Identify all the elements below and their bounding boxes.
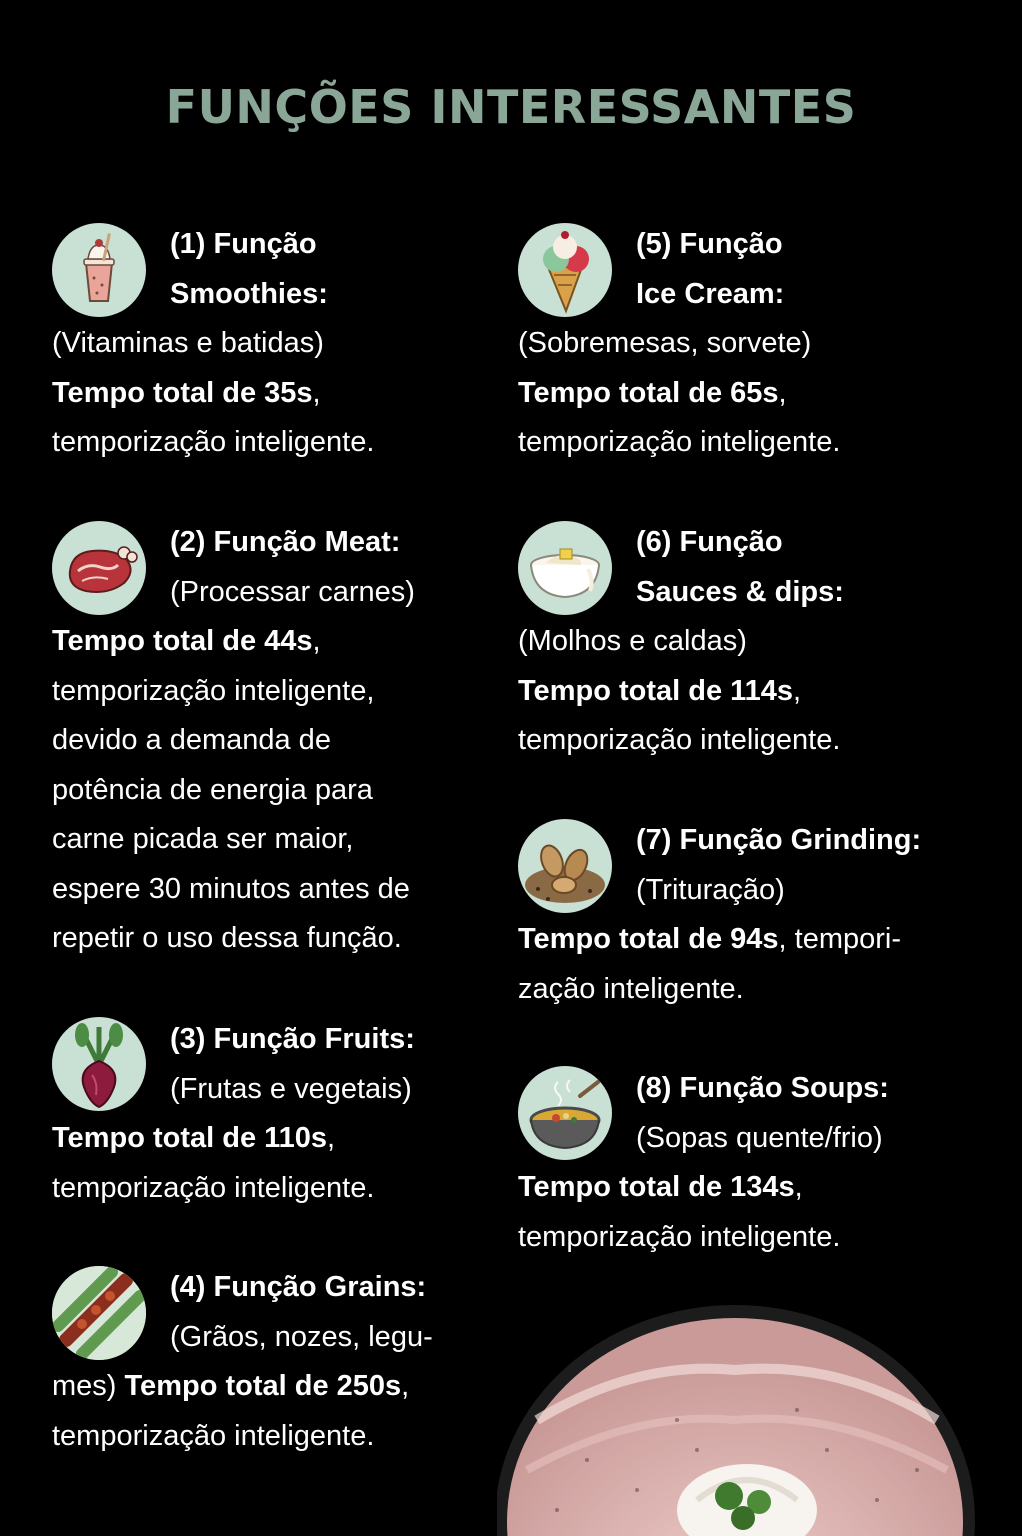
item-line — [52, 716, 415, 766]
item-line — [52, 568, 415, 618]
item-text: temporização inteligente. — [52, 426, 375, 458]
item-line — [52, 1412, 433, 1462]
smoothie-glass-image — [497, 1300, 1022, 1536]
item-line — [52, 270, 374, 320]
item-text: , — [793, 674, 802, 707]
item-text: , — [778, 376, 787, 409]
item-bold-text: (4) Função Grains: — [170, 1271, 427, 1303]
item-line — [518, 418, 840, 468]
item-line — [518, 716, 844, 766]
item-text: temporização inteligente, — [52, 674, 375, 707]
item-line — [52, 1065, 415, 1115]
item-bold-text: (1) Função — [170, 228, 317, 260]
item-line — [52, 667, 415, 717]
item-line — [52, 1114, 415, 1164]
item-text: , — [794, 1171, 803, 1203]
item-bold-text: Smoothies: — [170, 277, 328, 310]
item-line — [52, 914, 415, 964]
function-item-6 — [518, 518, 844, 766]
item-line — [518, 667, 844, 717]
item-line — [52, 815, 415, 865]
function-item-3 — [52, 1015, 415, 1213]
function-item-2 — [52, 518, 415, 964]
item-text: potência de energia para — [52, 773, 373, 806]
item-text: (Sopas quente/frio) — [636, 1121, 883, 1154]
item-line — [518, 1163, 889, 1213]
item-text: espere 30 minutos antes de — [52, 872, 410, 905]
item-text: devido a demanda de — [52, 724, 331, 756]
item-bold-text: Tempo total de 94s — [518, 923, 779, 955]
item-line — [52, 617, 415, 667]
item-line — [518, 568, 844, 618]
item-line — [518, 1064, 889, 1114]
item-bold-text: (2) Função Meat: — [170, 526, 401, 558]
item-bold-text: Tempo total de 65s — [518, 376, 779, 409]
item-line — [52, 1164, 415, 1214]
item-text: , — [312, 376, 321, 409]
item-line — [52, 766, 415, 816]
item-bold-text: (5) Função — [636, 228, 783, 260]
item-bold-text: (3) Função Fruits: — [170, 1023, 415, 1055]
item-text: carne picada ser maior, — [52, 823, 354, 855]
item-text: , — [327, 1122, 336, 1154]
item-text: repetir o uso dessa função. — [52, 922, 402, 954]
item-text: (Frutas e vegetais) — [170, 1072, 412, 1105]
item-line — [52, 865, 415, 915]
item-line — [518, 270, 840, 320]
item-text: (Molhos e caldas) — [518, 625, 747, 657]
function-item-5 — [518, 220, 840, 468]
item-line — [52, 1263, 433, 1313]
item-text: temporização inteligente. — [52, 1419, 375, 1452]
item-bold-text: Tempo total de 35s — [52, 376, 313, 409]
item-bold-text: Sauces & dips: — [636, 575, 844, 608]
item-text: , tempori- — [778, 923, 902, 955]
item-text: (Trituração) — [636, 873, 785, 906]
item-line — [52, 369, 374, 419]
item-text: temporização inteligente. — [518, 1220, 841, 1253]
item-bold-text: Tempo total de 134s — [518, 1171, 795, 1203]
item-text: , — [312, 625, 321, 657]
item-line — [52, 1362, 433, 1412]
item-line — [52, 319, 374, 369]
item-line — [52, 1015, 415, 1065]
item-text: , — [401, 1370, 410, 1402]
item-text: (Grãos, nozes, legu- — [170, 1320, 433, 1353]
item-line — [518, 617, 844, 667]
item-text: (Vitaminas e batidas) — [52, 327, 324, 359]
item-bold-text: Tempo total de 44s — [52, 625, 313, 657]
item-bold-text: Tempo total de 250s — [124, 1370, 402, 1402]
item-bold-text: (8) Função Soups: — [636, 1072, 889, 1104]
item-bold-text: (6) Função — [636, 526, 783, 558]
item-bold-text: (7) Função Grinding: — [636, 824, 922, 856]
item-line — [52, 1313, 433, 1363]
item-text: temporização inteligente. — [518, 724, 841, 756]
item-bold-text: Tempo total de 110s — [52, 1122, 328, 1154]
item-line — [518, 965, 921, 1015]
item-line — [518, 1213, 889, 1263]
page-title: FUNÇÕES INTERESSANTES — [165, 80, 857, 134]
item-text: (Sobremesas, sorvete) — [518, 327, 812, 359]
item-text: temporização inteligente. — [518, 426, 841, 458]
function-item-1 — [52, 220, 374, 468]
item-text: temporização inteligente. — [52, 1171, 375, 1204]
function-item-8 — [518, 1064, 889, 1262]
item-line — [518, 915, 921, 965]
item-bold-text: Tempo total de 114s — [518, 674, 794, 707]
item-line — [52, 418, 374, 468]
item-line — [518, 866, 921, 916]
item-bold-text: Ice Cream: — [636, 277, 785, 310]
item-line — [52, 518, 415, 568]
item-line — [518, 1114, 889, 1164]
item-text: zação inteligente. — [518, 972, 744, 1005]
item-line — [518, 816, 921, 866]
item-line — [518, 319, 840, 369]
item-line — [518, 369, 840, 419]
item-text: mes) — [52, 1370, 125, 1402]
item-line — [518, 220, 840, 270]
item-text: (Processar carnes) — [170, 575, 415, 608]
function-item-7 — [518, 816, 921, 1014]
item-line — [518, 518, 844, 568]
function-item-4 — [52, 1263, 433, 1461]
item-line — [52, 220, 374, 270]
